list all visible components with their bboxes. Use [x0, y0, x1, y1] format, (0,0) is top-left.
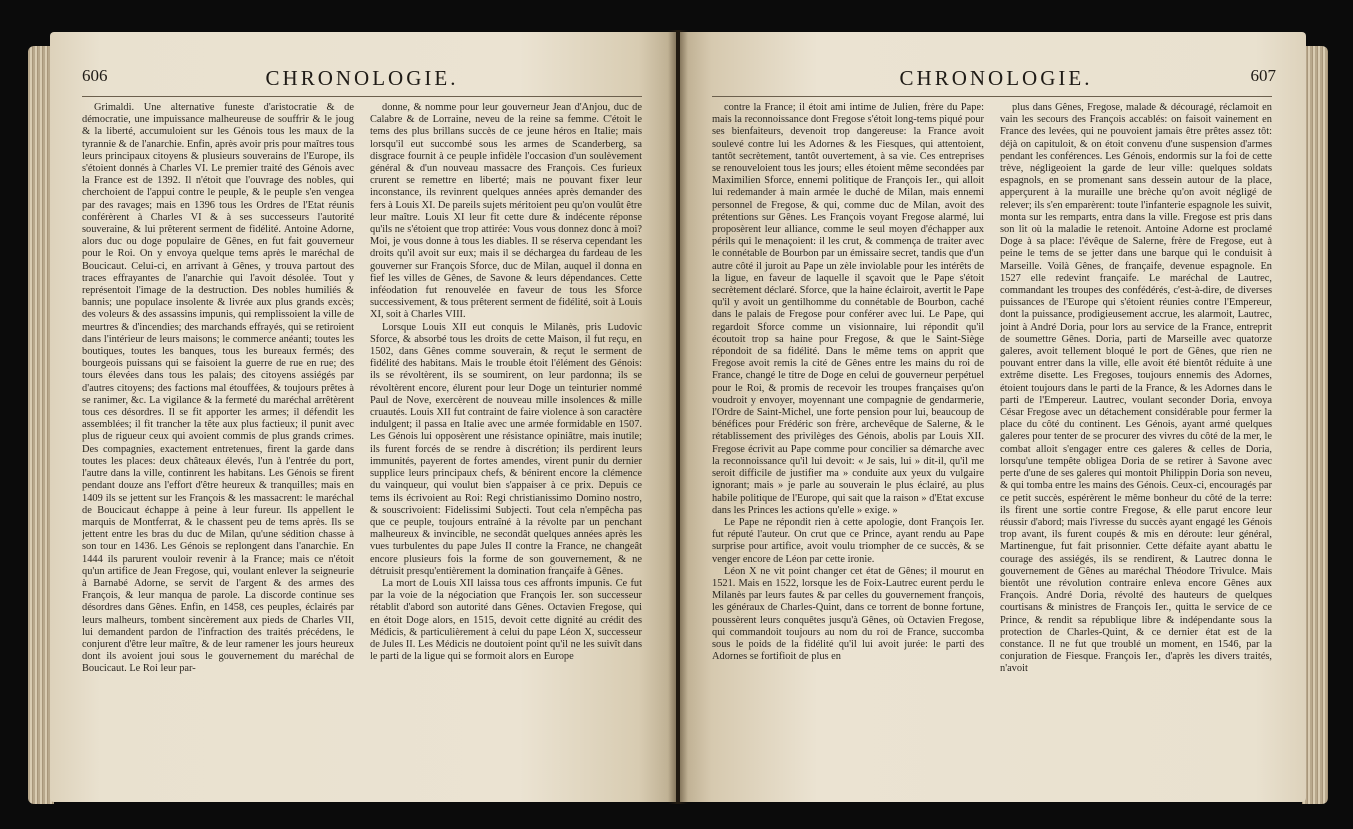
right-page — [680, 32, 1306, 802]
open-book — [28, 22, 1328, 812]
left-header — [82, 66, 642, 96]
right-header — [716, 66, 1276, 96]
column-paragraph: Léon X ne vit point changer cet état de Gênes; il mourut en 1521. Mais en 1522, lorsque les de Foix-Lautrec eurent perdu le Milanès par leurs fautes & par celles du gouvernement françois, les généraux de Charles-Quint, dans ce torrent de bonne fortune, poussèrent leurs conquêtes jusqu'à Gênes, où Octavien Fregose, qui commandoit toujours au nom du roi de France, succomba sous le poids de la fidélité qu'il lui avoit jurée: le parti des Adornes se fortifioit de plus en — [712, 565, 984, 663]
left-column-1-text: Grimaldi. Une alternative funeste d'aristocratie & de démocratie, une impuissance malheureuse de souffrir & le joug & la liberté, accumuloient sur les Génois tous les maux de la tyrannie & de l'anarchie. Enfin, après avoir pris pour maîtres tous leurs principaux citoyens & plusieurs souverains de l'Europe, ils s'étoient donnés à Charles VI. Le premier traité des Génois avec la France est de 1392. Il n'étoit que l'ouvrage des nobles, qui cherchoient de l'appui contre le peuple, & le peuple s'en vengea par des ravages; mais en 1396 tous les Ordres de l'Etat réunis conférèrent à Charles VI & à ses successeurs l'autorité souveraine, & lui prêterent serment de fidélité. Antoine Adorne, alors duc ou doge populaire de Gênes, en fut fait gouverneur pour le Roi. On y envoya quelque tems après le maréchal de Boucicaut. Celui-ci, en arrivant à Gênes, y trouva partout des traces effrayantes de l'anarchie qui l'avoit désolée. Tout y représentoit l'image de la destruction. Des nobles humiliés & bannis; une populace insolente & livrée aux plus grands excès; des voleurs & des assassins impunis, qui remplissoient la ville de meurtres & d'incendies; des marchands effrayés, qui se retiroient dans l'intérieur de leurs maisons; le commerce anéanti; toutes les boutiques, toutes les banques, tous les bureaux fermés; des bourgeois puissans qui se faisoient la guerre de rue en rue; des tours élevées dans tous les palais; des citoyens assiégés par d'autres citoyens; des factions mal étouffées, & toujours prêtes à se ranimer, &c. La vigilance & la fermeté du maréchal arrêtèrent tous ces désordres. Il se fit apporter les armes; il défendit les assemblées; il fit trancher la tête aux plus factieux; il punit avec plus de rigueur ceux qui avoient commis de plus grands crimes. Des compagnies, exactement entretenues, firent la garde dans toutes les places: deux châteaux élevés, l'un à l'entrée du port, l'autre dans la ville, continrent les habitans. Les Génois se firent pendant douze ans l'effort d'être heureux & tranquilles; mais en 1409 ils se jettent sur les François & les massacrent: le maréchal de Boucicaut échappe à peine à leur fureur. Ils appellent le marquis de Montferrat, & le chassent peu de tems après. Ils se jettent entre les bras du duc de Milan, qu'une sédition chasse à son tour en 1436. Les Génois se replongent dans l'anarchie. En 1444 ils parurent vouloir revenir à la France; mais ce n'étoit qu'un artifice de Jean Fregose, qui, voulant enlever la seigneurie à Barnabé Adorne, se servit de l'argent & des armes des François, & leur manqua de parole. La discorde continue ses désordres dans Gênes. Enfin, en 1458, ces peuples, éclairés par leurs malheurs, tombent sincèrement aux pieds de Charles VII, lui demandent pardon de l'infraction des traités précédens, le conjurent d'être leur maître, & de leur ramener les jours heureux dont ils avoient joui sous le gouvernement du maréchal de Boucicaut. Le Roi leur par- — [82, 102, 354, 675]
right-running-head: CHRONOLOGIE. — [899, 66, 1093, 90]
column-paragraph: La mort de Louis XII laissa tous ces affronts impunis. Ce fut par la voie de la négociation que François Ier. son successeur rétablit d'abord son autorité dans Gênes. Octavien Fregose, qui en étoit Doge alors, en 1515, devoit cette dignité au crédit des Médicis, & particulièrement à celui du pape Léon X, successeur de Jules II. Les Médicis ne doutoient point qu'il ne les suivît dans le parti de la ligue qui se formoit alors en Europe — [370, 577, 642, 663]
right-column-2 — [1000, 102, 1272, 790]
left-column-2-text: donne, & nomme pour leur gouverneur Jean d'Anjou, duc de Calabre & de Lorraine, neveu de la reine sa femme. C'étoit le tems des plus brillans succès de ce jeune héros en Italie; mais lorsqu'il eut succombé sous les armes de Scanderberg, sa disgrace fournit à ce peuple infidèle l'occasion d'un soulèvement général & d'un nouveau massacre des François. Ces furieux crurent se remettre en liberté; mais ne pouvant fixer leur inconstance, ils revinrent quelques années après demander des fers à Louis XI. De pareils sujets méritoient peu qu'on voulût être leur maître. Louis XI leur fit cette dure & indécente réponse qu'ils ne s'étoient que trop attirée: Vous vous donnez donc à moi? Moi, je vous donne à tous les diables. Il se réserva cependant les droits qu'il avoit sur eux; mais il se déchargea du fardeau de les gouverner sur François Sforce, duc de Milan, auquel il donna en fief les villes de Gênes, de Savone & leurs dépendances. Cette inféodation fut renouvelée en faveur de tous les Sforce successivement, & tous prêterent serment de fidélité, soit à Louis XI, soit à Charles VIII. — [370, 102, 642, 321]
left-column-1 — [82, 102, 354, 790]
right-header-rule — [712, 96, 1272, 97]
right-column-1 — [712, 102, 984, 790]
right-column-1-text: contre la France; il étoit ami intime de Julien, frère du Pape: mais la reconnoissance dont Fregose s'étoit long-tems piqué pour ses bienfaiteurs, devenoit trop dangereuse: la France avoit soulevé contre lui les Adornes & les Fiesques, qui attentoient, tantôt secrètement, tantôt ouvertement, à sa vie. Ces entreprises se renouveloient tous les jours; elles étoient même secondées par Maximilien Sforce, ennemi politique de François Ier., qui alloit lui redemander à main armée le duché de Milan, mais ennemi personnel de Fregose, & qui, comme duc de Milan, avoit des prétentions sur Gênes. Les François voyant Fregose alarmé, lui proposèrent leur alliance, comme le seul moyen d'échapper aux périls qui le menaçoient: il les crut, & commença de traiter avec le connétable de Bourbon par un émissaire secret, tandis que d'un autre côté il juroit au Pape un zèle inviolable pour les intérêts de la ligue, en faveur de laquelle il sçavoit que le Pape s'étoit secrètement déclaré. Sforce, que la haine éclairoit, avertit le Pape qu'il y avoit un gentilhomme du connétable de Bourbon, caché dans le palais de Fregose pour conférer avec lui. Le Pape, qui regardoit Sforce comme un visionnaire, lui répondit qu'il écoutoit trop sa haine pour Fregose, & que le Saint-Siège répondoit de sa fidélité. Dans le même tems on apprit que Fregose avoit remis la cité de Gênes entre les mains du roi de France, changé le titre de Doge en celui de gouverneur perpétuel pour le Roi, & promis de recevoir les troupes françaises qu'on voudroit y envoyer, moyennant une compagnie de gendarmerie, l'Ordre de Saint-Michel, une forte pension pour lui, beaucoup de bénéfices pour Frédéric son frère, archevêque de Salerne, & le rétablissement des privilèges des Génois, abolis par Louis XII. Fregose écrivit au Pape comme pour concilier sa démarche avec la reconnoissance qu'il lui devoit: « Je sais, lui » dit-il, qu'il me seroit difficile de justifier ma » conduite aux yeux du vulgaire ignorant; mais » je parle au souverain le plus éclairé, au plus habile politique de l'Europe, qui sait que la raison » d'Etat excuse dans les Princes les actions qu'elle » exige. » — [712, 102, 984, 516]
column-paragraph: Lorsque Louis XII eut conquis le Milanès, pris Ludovic Sforce, & absorbé tous les droits de cette Maison, il fut reçu, en 1502, dans Gênes comme souverain, & reçut le serment de fidélité des habitans. Mais le trouble étoit l'élément des Génois: ils se révoltèrent, ils se soumirent, on leur pardonna; ils se révoltèrent encore, élurent pour leur Doge un teinturier nommé Paul de Nove, exercèrent de nouveau mille insolences & mille cruautés. Louis XII fut contraint de faire violence à son caractère indulgent; il passa en Italie avec une armée formidable en 1507. Les Génois lui opposèrent une résistance opiniâtre, mais inutile; ils furent forcés de se rendre à discrétion; ils perdirent leurs immunités, payerent de fortes amendes, virent punir du dernier supplice leurs principaux chefs, & bénirent encore la clémence du vainqueur, qui voulut bien s'appaiser à ce prix. Depuis ce tems ils écrivoient au Roi: Regi christianissimo Domino nostro, & souscrivoient: Fidelissimi Subjecti. Tout cela n'empêcha pas que ce peuple, toujours entraîné à la révolte par un penchant malheureux & invincible, ne secondât quelques années après les vues turbulentes du pape Jules II contre la France, ne changeât encore plusieurs fois la forme de son gouvernement, & ne détruisit presqu'entièrement la domination françaife à Gênes. — [370, 321, 642, 577]
column-paragraph: Le Pape ne répondit rien à cette apologie, dont François Ier. fut réputé l'auteur. On crut que ce Prince, ayant rendu au Pape surprise pour artifice, avoit voulu triompher de ce succès, & se venger encore de Léon par cette ironie. — [712, 516, 984, 565]
left-page — [50, 32, 676, 802]
left-header-rule — [82, 96, 642, 97]
right-columns — [712, 102, 1272, 792]
book-gutter — [668, 30, 688, 804]
left-page-number: 606 — [82, 66, 108, 85]
right-page-number: 607 — [1250, 66, 1276, 85]
left-column-2 — [370, 102, 642, 790]
left-running-head: CHRONOLOGIE. — [265, 66, 459, 90]
right-column-2-text: plus dans Gênes, Fregose, malade & découragé, réclamoit en vain les secours des François accablés: on faisoit vainement en France des levées, qui ne pouvoient jamais être prêtes assez tôt: déjà on capituloit, & on étoit convenu d'une suspension d'armes pendant les conférences. Les Génois, endormis sur la foi de cette trève, négligeoient la garde de leur ville: quelques soldats espagnols, en se promenant sans dessein autour de la place, apperçurent à la muraille une brèche qu'on avoit négligé de relever; ils s'en emparèrent: toute l'infanterie espagnole les suivit, monta sur les remparts, entra dans la ville. Fregose est pris dans son lit où la maladie le retenoit. Antoine Adorne est proclamé Doge à sa place: l'évêque de Salerne, frère de Fregose, eut à peine le tems de se jetter dans une barque qui le conduisit à Marseille. Voilà Gênes, de françaife, devenue espagnole. En 1527 elle redevint françaife. Le maréchal de Lautrec, commandant les troupes des confédérés, c'est-à-dire, de diverses puissances de l'Europe qui s'étoient réunies contre l'Empereur, dont la puissance, prodigieusement accrue, les alarmoit, Lautrec, joint à André Doria, pour lors au service de la France, entreprit de soumettre Gênes. Doria, parti de Marseille avec quatorze galeres, avoit tellement bloqué le port de Gênes, que rien ne pouvant entrer dans la ville, elle avoit été bientôt réduite à une extrême disette. Les Fregoses, toujours ennemis des Adornes, étoient toujours dans le parti de la France, & les Adornes dans le parti de l'Empereur. Lautrec, voulant seconder Doria, envoya César Fregose avec un détachement considérable pour fermer la place du côté du continent. Les Génois, ayant armé quelques galeres pour tenter de se procurer des vivres du côté de la mer, le combat alloit s'engager entre ces galeres & celles de Doria, lorsqu'une tempête obligea Doria de se retirer à Savone avec perte d'une de ses galeres qui montoit Philippin Doria son neveu, & qui tomba entre les mains des Génois. Ceux-ci, encouragés par ce petit succès, espérèrent le même bonheur du côté de la terre: ils firent une sortie contre Fregose, & elle parut encore leur réussir d'abord; mais l'ivresse du succès ayant engagé les Génois trop avant, ils furent coupés & mis en déroute: leur général, Martinengue, fut fait prisonnier. Cette défaite ayant abattu le courage des assiégés, ils se rendirent, & Lautrec donna le gouvernement de Gênes au maréchal Théodore Trivulce. Mais bientôt une révolution contraire enleva encore Gênes aux François. André Doria, révolté des hauteurs de quelques courtisans & ministres de François Ier., quitta le service de ce Prince, & rendit sa république libre & indépendante sous la protection de Charles-Quint, & ce dernier état est de la constance. Il ne fut que troublé un moment, en 1546, par la conjuration de Fiesque. François Ier., d'après les divers traités, n'avoit — [1000, 102, 1272, 675]
left-columns — [82, 102, 642, 792]
